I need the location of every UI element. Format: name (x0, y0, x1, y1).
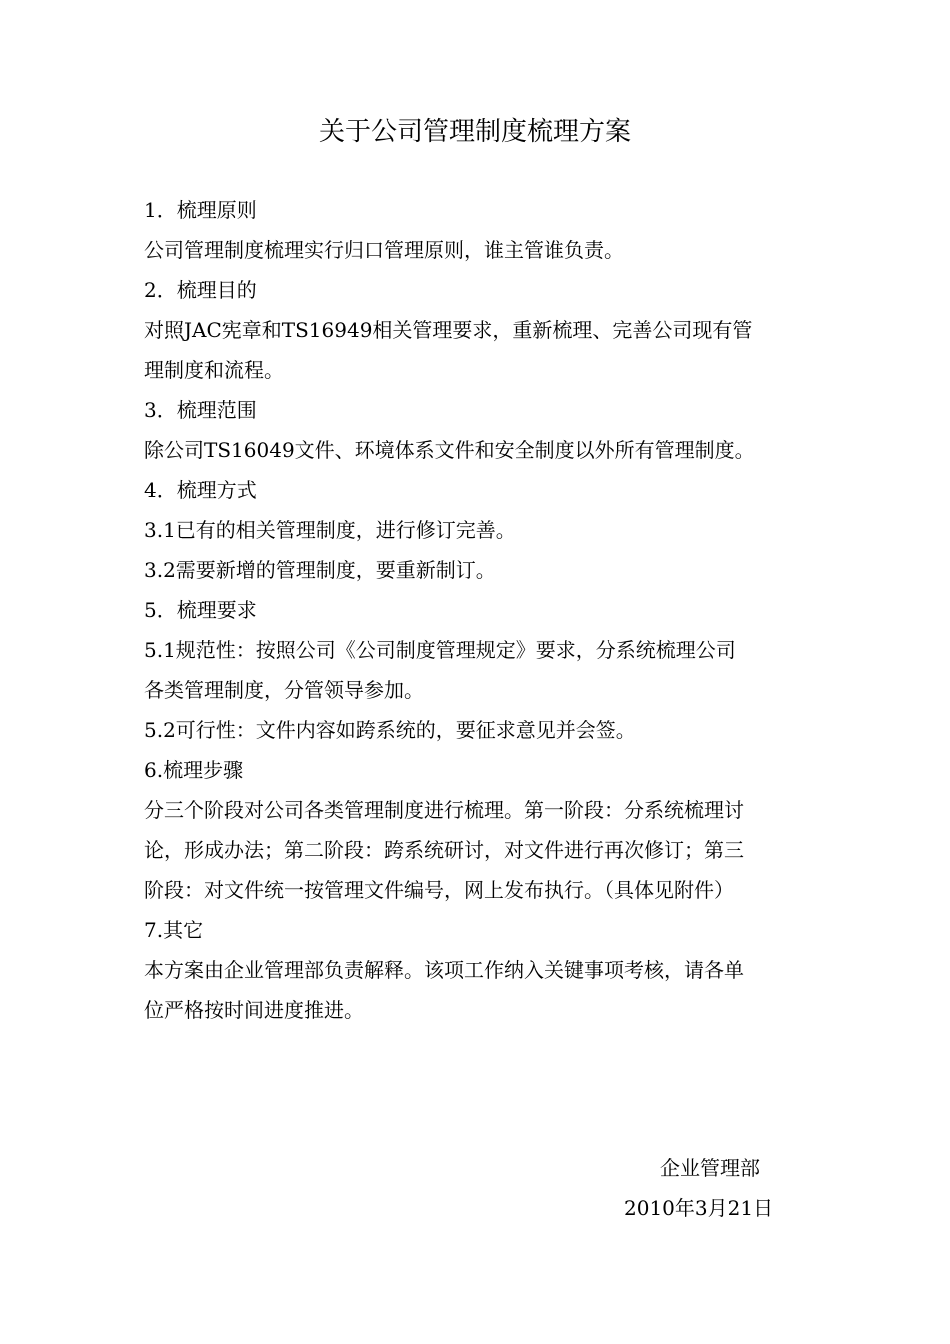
section-requirements (144, 590, 808, 750)
section-text: 除公司TS16049文件、环境体系文件和安全制度以外所有管理制度。 (144, 438, 755, 462)
section-heading: 6.梳理步骤 (144, 758, 244, 782)
section-steps (144, 750, 808, 910)
section-text: 分三个阶段对公司各类管理制度进行梳理。第一阶段：分系统梳理讨 (144, 798, 744, 822)
document-body (144, 190, 808, 1030)
section-text: 5.1规范性：按照公司《公司制度管理规定》要求，分系统梳理公司 (144, 638, 736, 662)
section-purpose (144, 270, 808, 390)
section-text: 3.1已有的相关管理制度，进行修订完善。 (144, 518, 516, 542)
signature-date: 2010年3月21日 (624, 1196, 774, 1220)
section-heading: 3．梳理范围 (144, 398, 257, 422)
section-heading: 1．梳理原则 (144, 198, 257, 222)
section-text: 对照JAC宪章和TS16949相关管理要求，重新梳理、完善公司现有管 (144, 318, 753, 342)
section-text: 论，形成办法；第二阶段：跨系统研讨，对文件进行再次修订；第三 (144, 838, 744, 862)
section-heading: 5．梳理要求 (144, 598, 257, 622)
section-scope (144, 390, 808, 470)
section-text: 3.2需要新增的管理制度，要重新制订。 (144, 558, 496, 582)
section-text: 阶段：对文件统一按管理文件编号，网上发布执行。（具体见附件） (144, 878, 734, 902)
section-principle (144, 190, 808, 270)
signature-department: 企业管理部 (660, 1156, 760, 1180)
section-text: 各类管理制度，分管领导参加。 (144, 678, 424, 702)
section-heading: 2．梳理目的 (144, 278, 257, 302)
section-text: 本方案由企业管理部负责解释。该项工作纳入关键事项考核，请各单 (144, 958, 744, 982)
section-method (144, 470, 808, 590)
section-text: 公司管理制度梳理实行归口管理原则，谁主管谁负责。 (144, 238, 624, 262)
document-title: 关于公司管理制度梳理方案 (318, 117, 631, 147)
section-text: 理制度和流程。 (144, 358, 284, 382)
section-heading: 4．梳理方式 (144, 478, 257, 502)
section-text: 位严格按时间进度推进。 (144, 998, 364, 1022)
section-heading: 7.其它 (144, 918, 204, 942)
section-text: 5.2可行性：文件内容如跨系统的，要征求意见并会签。 (144, 718, 636, 742)
section-other (144, 910, 808, 1030)
